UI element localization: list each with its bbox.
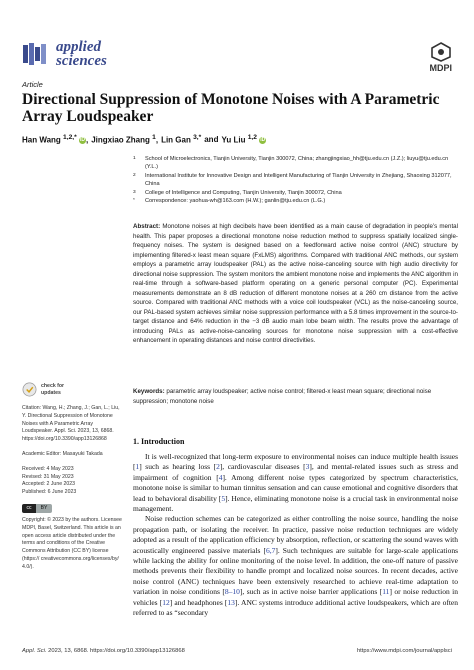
academic-editor: Academic Editor: Masayuki Takada — [22, 450, 103, 457]
check-updates-line2: updates — [41, 389, 61, 396]
paragraph-text: ], cardiovascular diseases [ — [219, 462, 306, 472]
footer-citation — [22, 648, 185, 654]
affiliation-item — [133, 172, 458, 189]
author[interactable]: Lin Gan $^{3,*}$ — [161, 134, 202, 145]
journal-logo[interactable] — [22, 40, 107, 68]
citation-link[interactable]: 4 — [218, 472, 223, 482]
paragraph-text: ] or noise reduction in vehicles [ — [133, 587, 458, 607]
citation-link[interactable]: 6,7 — [266, 545, 276, 555]
paragraph-text: ]. Such techniques are suitable for large-scale applications while lacking the ability for online monitoring of the noise level. In addition, the one-off nature of passive methods prevents their flexibility to handle prompt and localized noise sources. In recent decades, active noise control (ANC) techniques have been extensively researched to achieve real-time adaptation to variation in noise conditions [ — [133, 545, 458, 597]
mdpi-logo[interactable] — [430, 42, 453, 73]
citation-link[interactable]: 11 — [382, 587, 390, 597]
affiliation-number: 2 — [133, 172, 136, 178]
introduction-body — [133, 452, 458, 619]
cc-icon: cc — [22, 504, 36, 513]
author-conjunction: and — [204, 134, 219, 144]
paragraph — [133, 452, 458, 514]
citation-link[interactable]: 5 — [221, 493, 226, 503]
article-title: Directional Suppression of Monotone Noises with A Parametric Array Loudspeaker — [22, 91, 440, 125]
journal-name-block — [56, 40, 107, 68]
abstract-label: Abstract: — [133, 223, 161, 230]
journal-emblem-icon — [22, 42, 50, 66]
citation-link[interactable]: 12 — [162, 597, 170, 607]
accepted-date: Accepted: 2 June 2023 — [22, 481, 76, 488]
revised-date: Revised: 31 May 2023 — [22, 473, 74, 480]
author-list — [22, 134, 452, 145]
section-heading-introduction: 1. Introduction — [133, 437, 185, 446]
affiliation-text: School of Microelectronics, Tianjin University, Tianjin 300072, China; zhangjingxiao_hh@tju.edu.cn (J.Z.); liuyu@tju.edu.cn (Y.L.) — [145, 156, 449, 171]
keywords — [133, 387, 458, 406]
paragraph-text: ]. Hence, eliminating monotone noise is a crucial task in environmental noise management. — [133, 493, 459, 514]
paragraph-text: ], such as in active noise barrier applications [ — [239, 587, 383, 597]
paragraph-text: ] such as hearing loss [ — [139, 462, 217, 472]
affiliation-number: 1 — [133, 156, 136, 161]
footer-doi[interactable]: 2023, 13, 6868. https://doi.org/10.3390/app13126868 — [48, 648, 185, 654]
author[interactable]: Han Wang $^{1,2,*}$ iD, — [22, 134, 89, 145]
paragraph-text: ] and headphones [ — [169, 597, 228, 607]
author[interactable]: Jingxiao Zhang $^1$, — [91, 134, 159, 145]
by-icon: BY — [36, 504, 52, 513]
mdpi-emblem-icon — [430, 42, 452, 62]
article-sidebar — [22, 382, 122, 572]
paragraph-text: ], and mental-related issues such as stress and impairment of cognition [ — [133, 462, 458, 482]
citation-link[interactable]: 8–10 — [224, 587, 240, 597]
received-date: Received: 4 May 2023 — [22, 465, 74, 472]
keywords-text: parametric array loudspeaker; active noise control; filtered-x least mean square; directional noise suppression; monotone noise — [133, 388, 432, 405]
citation-link[interactable]: 1 — [135, 462, 140, 472]
affiliations — [133, 155, 458, 205]
footer-journal-url[interactable]: https://www.mdpi.com/journal/applsci — [356, 648, 452, 654]
cc-by-license-badge[interactable] — [22, 504, 122, 513]
check-updates-icon — [22, 382, 37, 397]
journal-name-line2: sciences — [56, 53, 107, 69]
paragraph — [133, 514, 458, 618]
affiliation-item — [133, 155, 458, 172]
check-updates-line1: check for — [41, 383, 65, 390]
copyright-notice: Copyright: © 2023 by the authors. Licensee MDPI, Basel, Switzerland. This article is an open access article distributed under the terms and conditions of the Creative Commons Attribution (CC BY) license (https:// creativecommons.org/licenses/by/ 4.0/). — [22, 516, 122, 570]
journal-header — [22, 40, 452, 76]
orcid-icon[interactable]: iD — [79, 137, 85, 144]
orcid-icon[interactable]: iD — [260, 137, 266, 144]
article-type: Article — [22, 80, 43, 89]
abstract-text: Monotone noises at high decibels have been identified as a main cause of degradation in people’s mental health. This paper proposes a directional monotone noise reduction method to suppress spatially localized single-frequency noises. The system is designed based on a feedforward active noise control (ANC) structure by implementing filtered-x least mean square (FxLMS) algorithms. Compared with traditional ANC methods, our system employs a parametric array loudspeaker (PAL) as the active noise-canceling source with high audio directivity for directional noise suppression. The system monitors the ambient monotone noise and implements the ANC algorithm in real-time through a software-based platform operating on a generic personal computer (PC). Experimental measurements demonstrate an 8 dB reduction of different monotone noises at a 260 cm distance from the active source. Compared with traditional ANC methods with a voice coil loudspeaker (VCL) as the noise-canceling source, our PAL-based system achieves similar noise suppression performance with a 5.8 times improvement in the source-to-target distance and 64% reduction in the −3 dB audio main lobe beam width. The results prove the advantage of introducing PALs as active-noise-canceling sources for monotone noise suppression with a cost-effective enhancement in operating distances and noise control directivities. — [133, 223, 458, 344]
affiliation-number: * — [133, 198, 135, 204]
citation-link[interactable]: 2 — [216, 462, 220, 472]
abstract — [133, 222, 458, 346]
paragraph-text: Noise reduction schemes can be categorized as either controlling the noise source, handling the noise propagation path, or isolating the receiver. In practice, passive noise reduction techniques are widely adopted as a result of the application efficiency by absorption, reflection, or scattering the sound waves with acoustically engineered passive materials [ — [133, 514, 458, 555]
affiliation-item — [133, 197, 458, 205]
paragraph-text: ]. Among different noise types categorized by spectrum characteristics, monotone noise is similar to human tinnitus sensation and can cause emotional and cognitive disorders that lead to behavioral disability [ — [133, 472, 458, 503]
paragraph-text: ]. ANC systems introduce additional active loudspeakers, which are often referred to as “secondary — [133, 597, 458, 618]
affiliation-item — [133, 189, 458, 197]
affiliation-text: International Institute for Innovative Design and Intelligent Manufacturing of Tianjin University in Zhejiang, Shaoxing 312077, China — [145, 172, 452, 188]
check-updates-text — [41, 383, 64, 396]
publisher-name: MDPI — [429, 63, 452, 73]
published-date: Published: 6 June 2023 — [22, 489, 77, 496]
paragraph-text: It is well-recognized that long-term exposure to environmental noises can induce multiple health issues [ — [133, 452, 458, 472]
affiliation-number: 3 — [133, 189, 136, 195]
journal-name-line1: applied — [56, 39, 101, 55]
citation: Citation: Wang, H.; Zhang, J.; Gan, L.; Liu, Y. Directional Suppression of Monotone Noises with A Parametric Array Loudspeaker. Appl. Sci. 2023, 13, 6868. https://doi.org/10.3390/app13126868 — [22, 405, 120, 443]
footer-journal: Appl. Sci. — [22, 648, 47, 654]
citation-link[interactable]: 13 — [227, 597, 235, 607]
affiliation-text: College of Intelligence and Computing, Tianjin University, Tianjin 300072, China — [145, 189, 342, 196]
author[interactable]: Yu Liu $^{1,2}$ iD — [221, 134, 266, 145]
citation-link[interactable]: 3 — [305, 462, 310, 472]
page-footer — [22, 648, 452, 654]
check-for-updates-badge[interactable] — [22, 382, 122, 397]
keywords-label: Keywords: — [133, 388, 165, 395]
correspondence-text: Correspondence: yaohua-wh@163.com (H.W.); ganlin@tju.edu.cn (L.G.) — [145, 198, 326, 205]
